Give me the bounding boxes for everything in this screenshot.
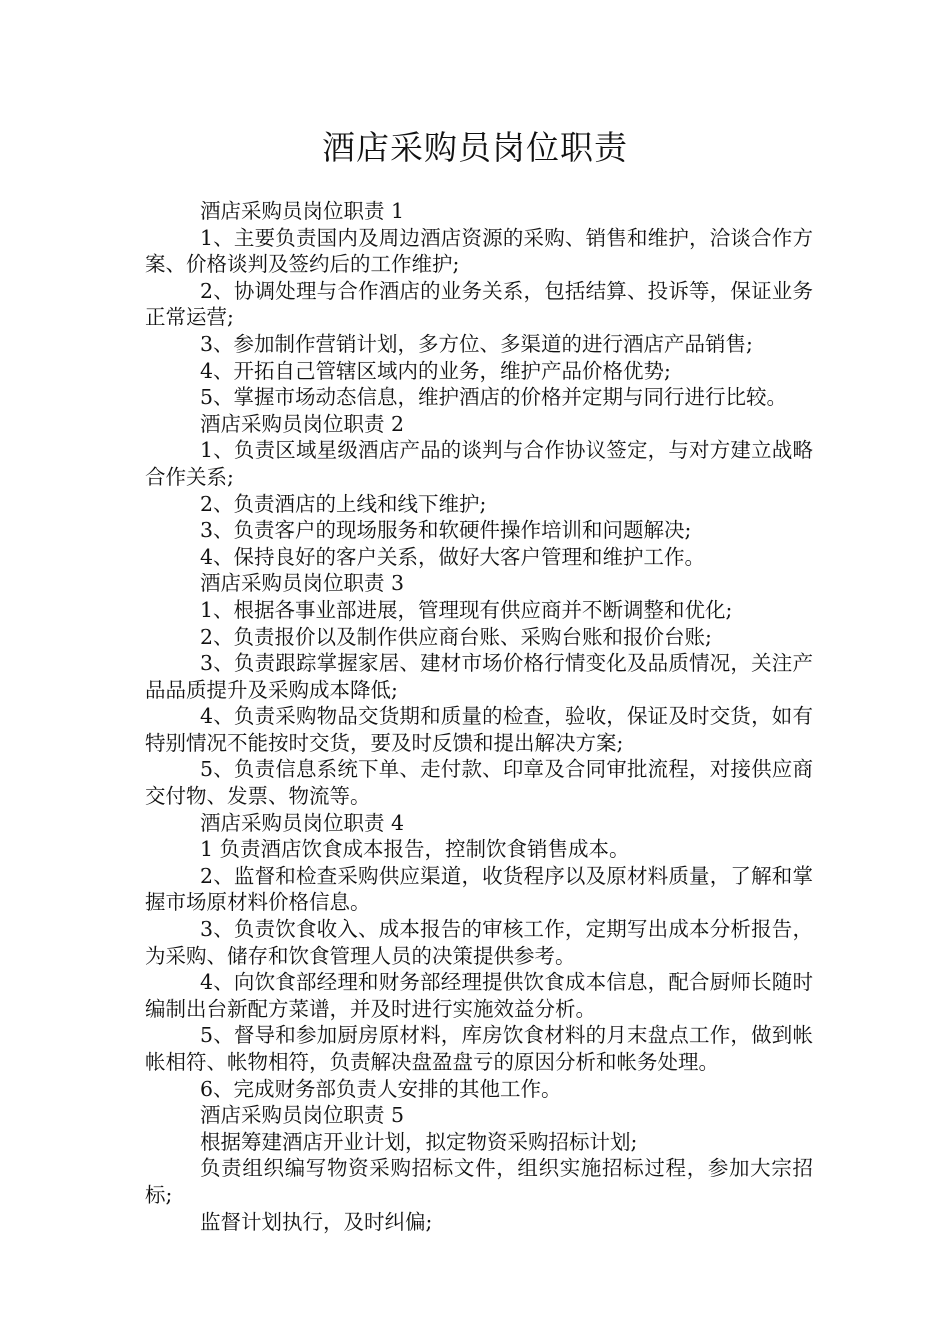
paragraph: 2、负责报价以及制作供应商台账、采购台账和报价台账; [200, 624, 712, 649]
paragraph: 5、督导和参加厨房原材料，库房饮食材料的月末盘点工作，做到帐帐相符、帐物相符，负责解决盘盈盘亏的原因分析和帐务处理。 [145, 1023, 813, 1074]
paragraph: 4、负责采购物品交货期和质量的检查，验收，保证及时交货，如有特别情况不能按时交货，要及时反馈和提出解决方案; [145, 704, 813, 755]
paragraph: 6、完成财务部负责人安排的其他工作。 [200, 1076, 562, 1101]
paragraph: 2、监督和检查采购供应渠道，收货程序以及原材料质量，了解和掌握市场原材料价格信息。 [145, 863, 813, 915]
paragraph: 3、负责跟踪掌握家居、建材市场价格行情变化及品质情况，关注产品品质提升及采购成本降低; [145, 651, 813, 702]
paragraph: 4、保持良好的客户关系，做好大客户管理和维护工作。 [200, 544, 706, 569]
paragraph: 监督计划执行，及时纠偏; [200, 1209, 433, 1234]
paragraph: 1 负责酒店饮食成本报告，控制饮食销售成本。 [200, 837, 630, 862]
paragraph: 负责组织编写物资采购招标文件，组织实施招标过程，参加大宗招标; [145, 1156, 813, 1207]
paragraph: 1、负责区域星级酒店产品的谈判与合作协议签定，与对方建立战略合作关系; [145, 438, 813, 489]
paragraph: 2、协调处理与合作酒店的业务关系，包括结算、投诉等，保证业务正常运营; [145, 278, 813, 330]
paragraph: 4、向饮食部经理和财务部经理提供饮食成本信息，配合厨师长随时编制出台新配方菜谱，并及时进行实施效益分析。 [145, 970, 813, 1021]
section-heading-1: 酒店采购员岗位职责 1 [200, 199, 405, 223]
paragraph: 5、负责信息系统下单、走付款、印章及合同审批流程，对接供应商交付物、发票、物流等。 [145, 757, 813, 809]
section-heading-5: 酒店采购员岗位职责 5 [200, 1103, 405, 1128]
paragraph: 2、负责酒店的上线和线下维护; [200, 491, 487, 516]
paragraph: 5、掌握市场动态信息，维护酒店的价格并定期与同行进行比较。 [200, 385, 788, 410]
paragraph: 根据筹建酒店开业计划，拟定物资采购招标计划; [200, 1129, 638, 1154]
section-heading-4: 酒店采购员岗位职责 4 [200, 810, 405, 835]
paragraph: 4、开拓自己管辖区域内的业务，维护产品价格优势; [200, 358, 671, 383]
paragraph: 1、根据各事业部进展，管理现有供应商并不断调整和优化; [200, 597, 733, 622]
paragraph: 3、负责客户的现场服务和软硬件操作培训和问题解决; [200, 518, 692, 543]
paragraph: 1、主要负责国内及周边酒店资源的采购、销售和维护，洽谈合作方案、价格谈判及签约后的工作维护; [145, 225, 813, 277]
section-heading-3: 酒店采购员岗位职责 3 [200, 571, 405, 596]
document-body [145, 198, 813, 1235]
paragraph: 3、负责饮食收入、成本报告的审核工作，定期写出成本分析报告，为采购、储存和饮食管理人员的决策提供参考。 [145, 917, 813, 968]
paragraph: 3、参加制作营销计划，多方位、多渠道的进行酒店产品销售; [200, 331, 753, 356]
document-title: 酒店采购员岗位职责 [322, 128, 628, 167]
section-heading-2: 酒店采购员岗位职责 2 [200, 411, 405, 436]
